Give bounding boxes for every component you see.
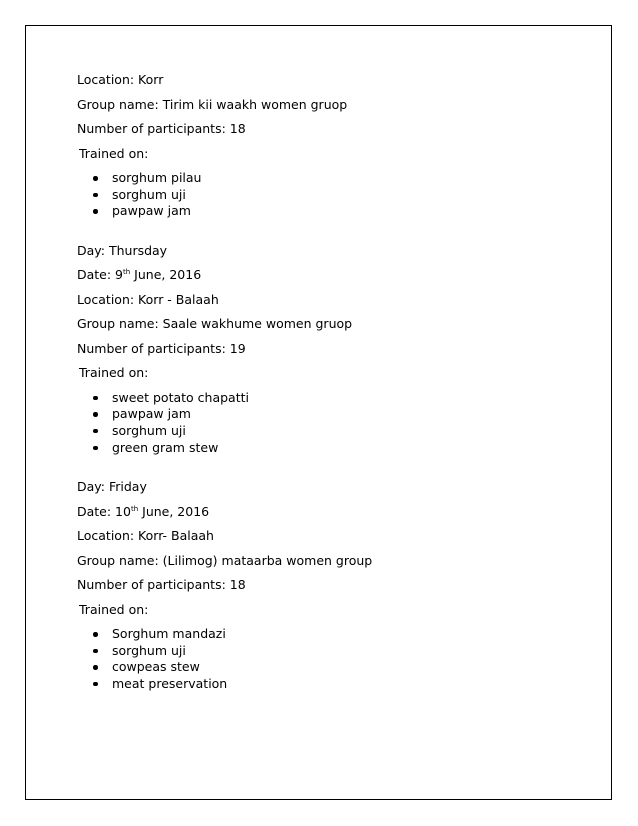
bullet-icon <box>93 446 98 451</box>
list-item-text: Sorghum mandazi <box>112 626 226 642</box>
list-item-text: sorghum uji <box>112 642 186 658</box>
list-item <box>77 423 577 440</box>
list-item-text: pawpaw jam <box>112 406 191 422</box>
group-name-line: Group name: Saale wakhume women gruop <box>77 316 353 332</box>
bullet-icon <box>93 209 98 214</box>
date-prefix: Date: 9 <box>77 267 124 283</box>
bullet-icon <box>93 412 98 417</box>
list-item <box>77 440 577 457</box>
date-suffix: June, 2016 <box>138 503 210 519</box>
trained-on-label: Trained on: <box>79 145 149 161</box>
list-item <box>77 187 577 204</box>
training-section-1 <box>77 72 577 220</box>
trained-items-list <box>77 170 577 220</box>
bullet-icon <box>93 396 98 401</box>
bullet-icon <box>93 429 98 434</box>
list-item <box>77 170 577 187</box>
list-item-text: sorghum uji <box>112 422 186 438</box>
list-item-text: cowpeas stew <box>112 659 200 675</box>
bullet-icon <box>93 649 98 654</box>
section-spacer <box>77 220 577 243</box>
trained-items-list <box>77 626 577 692</box>
date-line <box>77 504 577 520</box>
list-item-text: green gram stew <box>112 439 219 455</box>
bullet-icon <box>93 193 98 198</box>
location-line: Location: Korr- Balaah <box>77 528 214 544</box>
date-prefix: Date: 10 <box>77 503 131 519</box>
bullet-icon <box>93 665 98 670</box>
list-item-text: sorghum pilau <box>112 170 202 185</box>
list-item <box>77 390 577 407</box>
training-section-3 <box>77 479 577 692</box>
participants-line: Number of participants: 18 <box>77 121 246 136</box>
date-ordinal: th <box>130 504 139 513</box>
group-name-line: Group name: Tirim kii waakh women gruop <box>77 96 348 112</box>
list-item <box>77 406 577 423</box>
bullet-icon <box>93 176 98 181</box>
document-body <box>77 72 577 693</box>
list-item-text: sorghum uji <box>112 186 186 202</box>
day-line: Day: Thursday <box>77 242 168 258</box>
list-item <box>77 626 577 643</box>
participants-line: Number of participants: 19 <box>77 340 246 356</box>
list-item <box>77 676 577 693</box>
training-section-2 <box>77 243 577 456</box>
location-line: Location: Korr - Balaah <box>77 291 219 307</box>
trained-on-label: Trained on: <box>79 365 149 381</box>
list-item <box>77 203 577 220</box>
bullet-icon <box>93 682 98 687</box>
participants-line: Number of participants: 18 <box>77 577 246 593</box>
location-line: Location: Korr <box>77 72 164 87</box>
date-line <box>77 267 577 283</box>
bullet-icon <box>93 632 98 637</box>
trained-items-list <box>77 390 577 456</box>
group-name-line: Group name: (Lilimog) mataarba women group <box>77 552 373 568</box>
list-item-text: meat preservation <box>112 675 228 691</box>
list-item-text: pawpaw jam <box>112 203 191 219</box>
list-item-text: sweet potato chapatti <box>112 389 249 405</box>
date-suffix: June, 2016 <box>130 267 202 283</box>
date-ordinal: th <box>123 268 131 277</box>
list-item <box>77 659 577 676</box>
section-spacer <box>77 456 577 479</box>
day-line: Day: Friday <box>77 479 147 495</box>
list-item <box>77 643 577 660</box>
trained-on-label: Trained on: <box>79 601 149 617</box>
